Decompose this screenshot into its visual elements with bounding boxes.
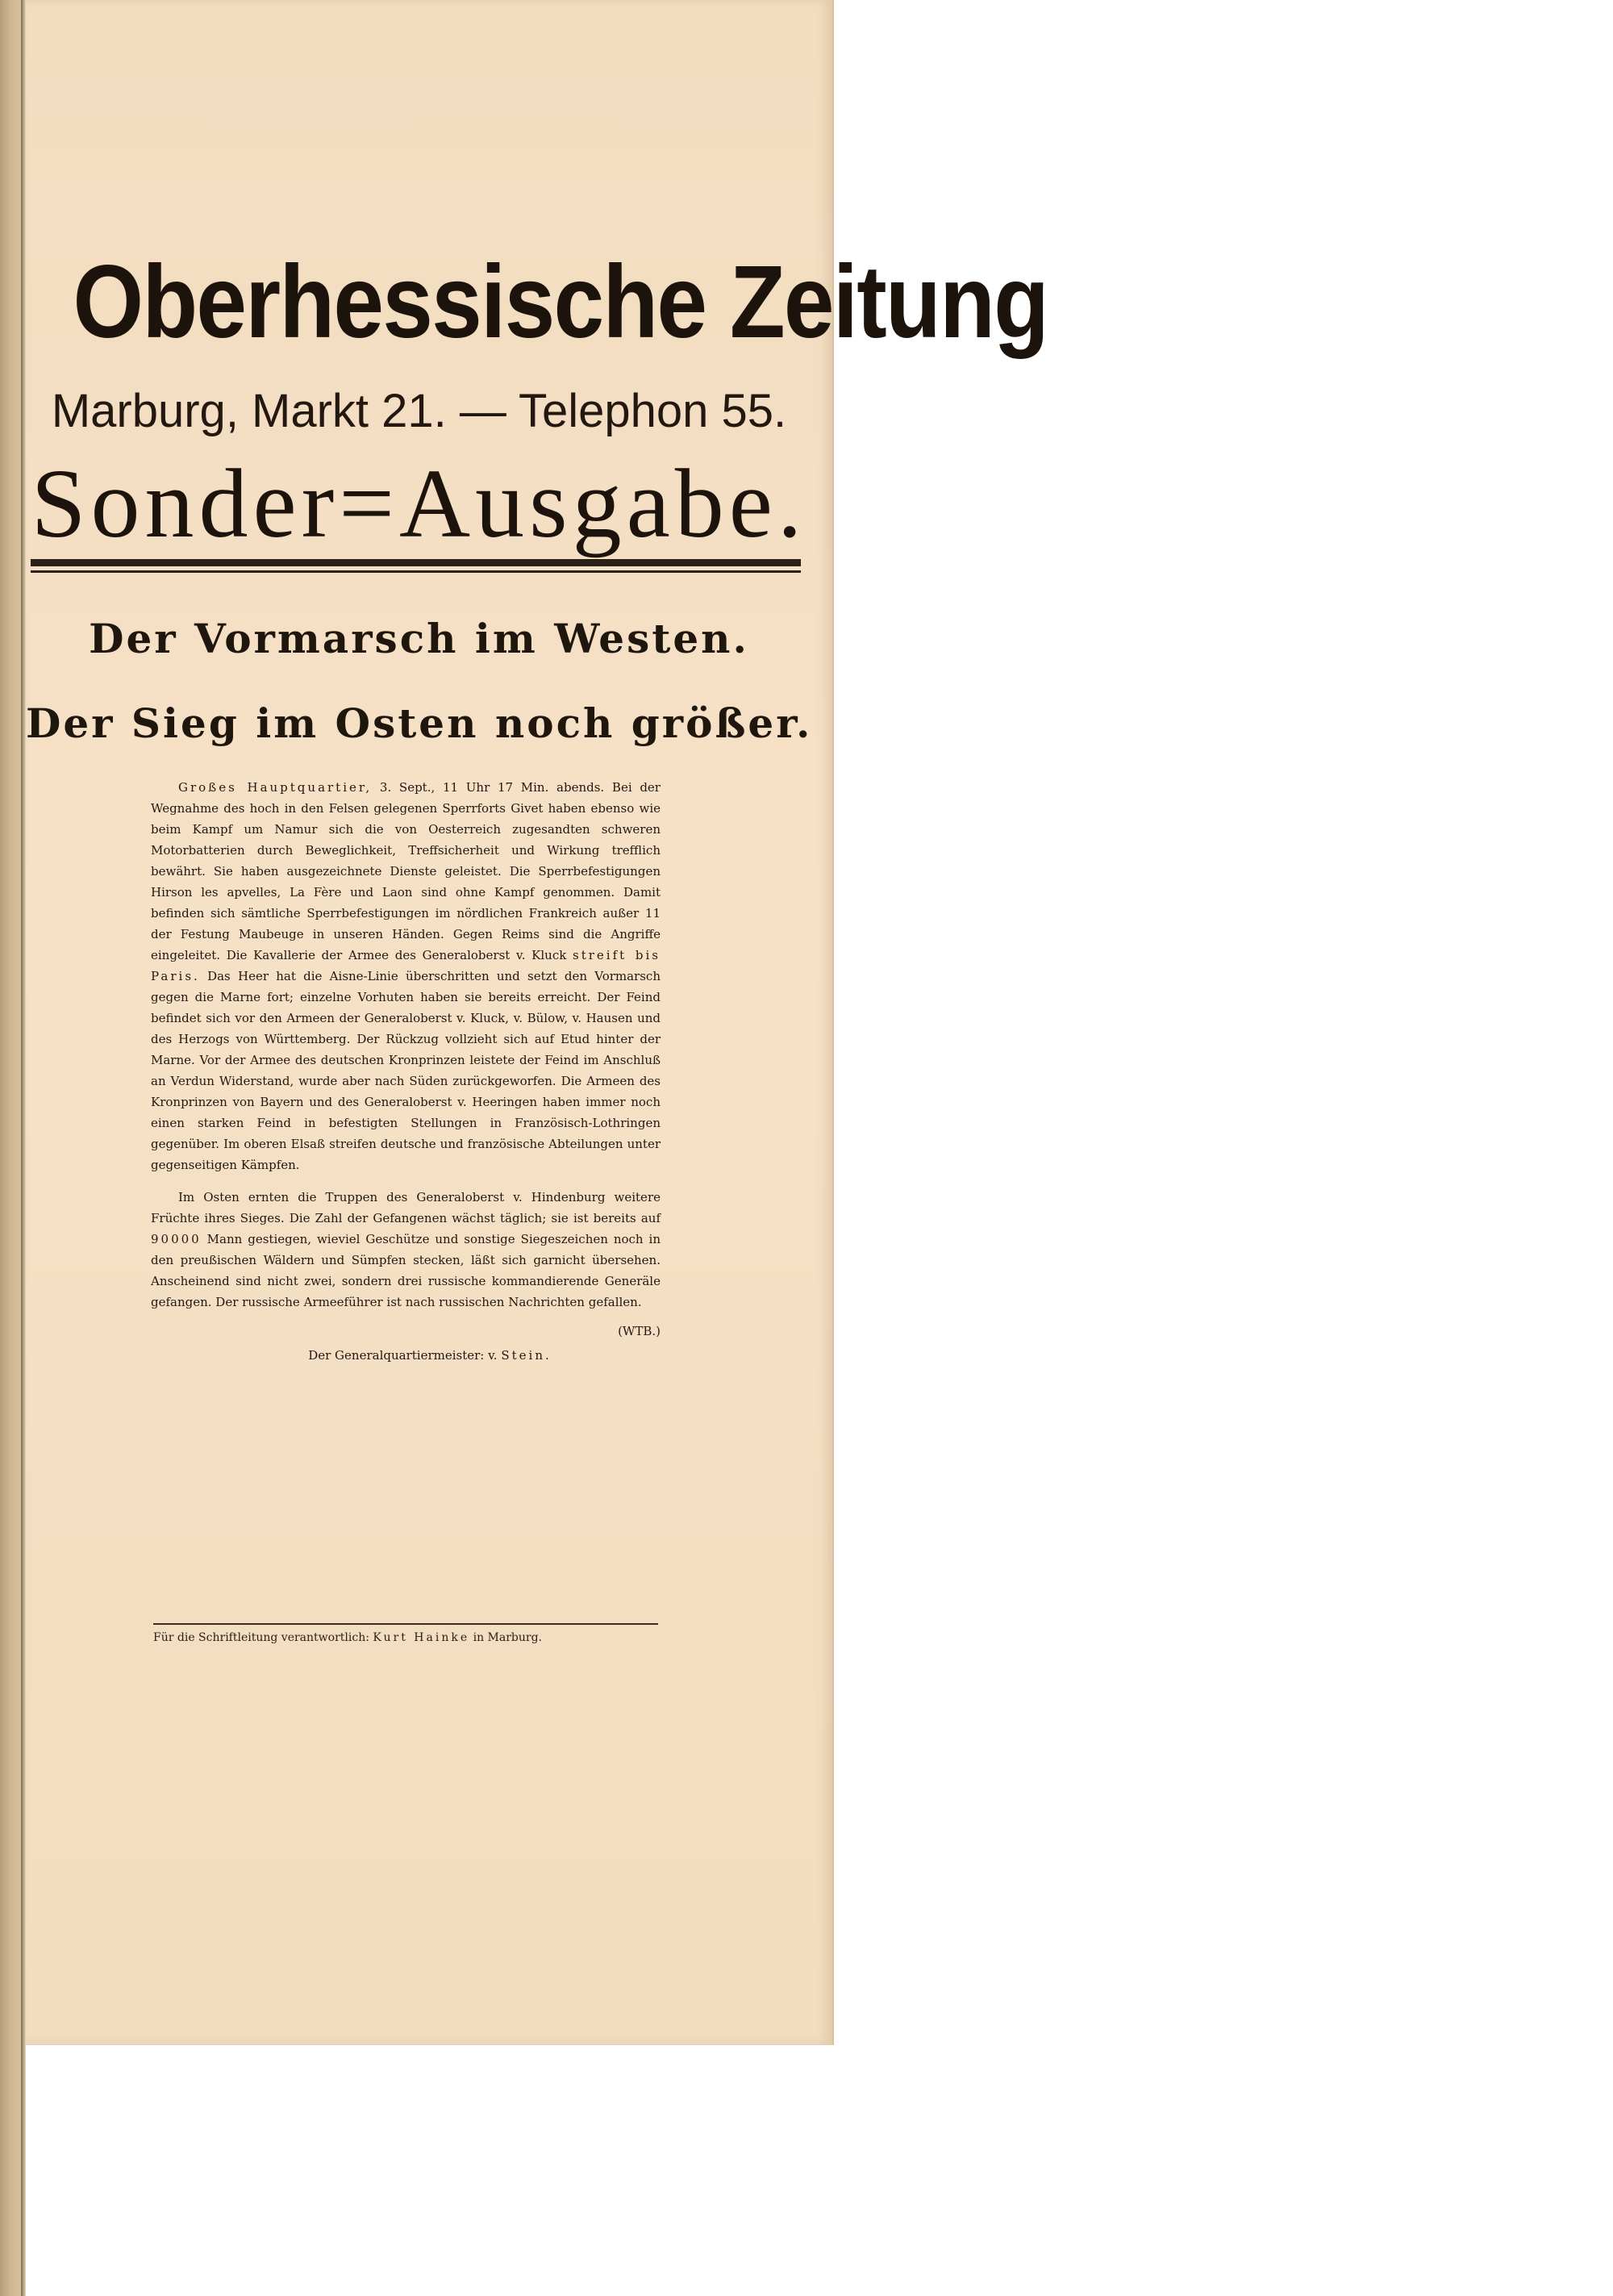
article-paragraph (151, 1187, 661, 1313)
article-emphasis: streift bis Paris. (151, 948, 661, 983)
article-dateline: Großes Hauptquartier, (178, 780, 373, 795)
signature-name: Stein. (501, 1348, 552, 1363)
article-emphasis: 90000 (151, 1232, 202, 1246)
newspaper-page (26, 0, 1048, 2045)
article-paragraph (151, 777, 661, 1175)
masthead-rule-thin (31, 570, 801, 573)
article-text: Im Osten ernten die Truppen des Generaloberst v. Hindenburg weitere Früchte ihres Sieges. Die Zahl der Gefangenen wächst täglich; sie ist bereits auf (151, 1190, 661, 1225)
masthead-title: Oberhessische Zeitung (73, 244, 1048, 360)
article-text-continued: Das Heer hat die Aisne-Linie überschritten und setzt den Vormarsch gegen die Marne fort; einzelne Vorhuten haben sie bereits erreicht. Der Feind befindet sich vor den Armeen der Generaloberst v. Kluck, v. Bülow, v. Hausen und des Herzogs von Württemberg. Der Rückzug vollzieht sich auf Etud hinter der Marne. Vor der Armee des deutschen Kronprinzen leistete der Feind im Anschluß an Verdun Widerstand, wurde aber nach Süden zurückgeworfen. Die Armeen des Kronprinzen von Bayern und des Generaloberst v. Heeringen haben immer noch einen starken Feind in befestigten Stellungen in Französisch-Lothringen gegenüber. Im oberen Elsaß streifen deutsche und französische Abteilungen unter gegenseitigen Kämpfen. (151, 969, 661, 1172)
imprint-editor: Kurt Hainke (373, 1631, 470, 1644)
article-signature (199, 1345, 661, 1366)
imprint-suffix: in Marburg. (473, 1631, 542, 1644)
imprint-prefix: Für die Schriftleitung verantwortlich: (153, 1631, 369, 1644)
article-text: Bei der Wegnahme des hoch in den Felsen gelegenen Sperrforts Givet haben ebenso wie beim Kampf um Namur sich die von Oesterreich zugesandten schweren Motorbatterien durch Beweglichkeit, Treffsicherheit und Wirkung trefflich bewährt. Sie haben ausgezeichnete Dienste geleistet. Die Sperrbefestigungen Hirson les apvelles, La Fère und Laon sind ohne Kampf genommen. Damit befinden sich sämtliche Sperrbefestigungen im nördlichen Frankreich außer 11 der Festung Maubeuge in unseren Händen. Gegen Reims sind die Angriffe eingeleitet. Die Kavallerie der Armee des Generaloberst v. Kluck (151, 780, 661, 962)
article-date: 3. Sept., 11 Uhr 17 Min. abends. (379, 780, 605, 795)
wire-credit: (WTB.) (618, 1324, 661, 1338)
article-text: Mann gestiegen, wieviel Geschütze und sonstige Siegeszeichen noch in den preußischen Wäldern und Sümpfen stecken, läßt sich garnicht übersehen. Anscheinend sind nicht zwei, sondern drei russische kommandierende Generäle gefangen. Der russische Armeeführer ist nach russischen Nachrichten gefallen. (151, 1232, 661, 1309)
masthead-address: Marburg, Markt 21. — Telephon 55. (51, 385, 787, 437)
headline-west: Der Vormarsch im Westen. (89, 615, 749, 662)
footer-imprint (153, 1630, 658, 1646)
footer-rule (153, 1623, 658, 1625)
masthead-rule-thick (31, 559, 801, 566)
signature-prefix: Der Generalquartiermeister: v. (308, 1348, 498, 1363)
edition-label: Sonder=Ausgabe. (31, 449, 807, 558)
headline-east: Der Sieg im Osten noch größer. (26, 699, 813, 747)
article-body (151, 777, 661, 1366)
